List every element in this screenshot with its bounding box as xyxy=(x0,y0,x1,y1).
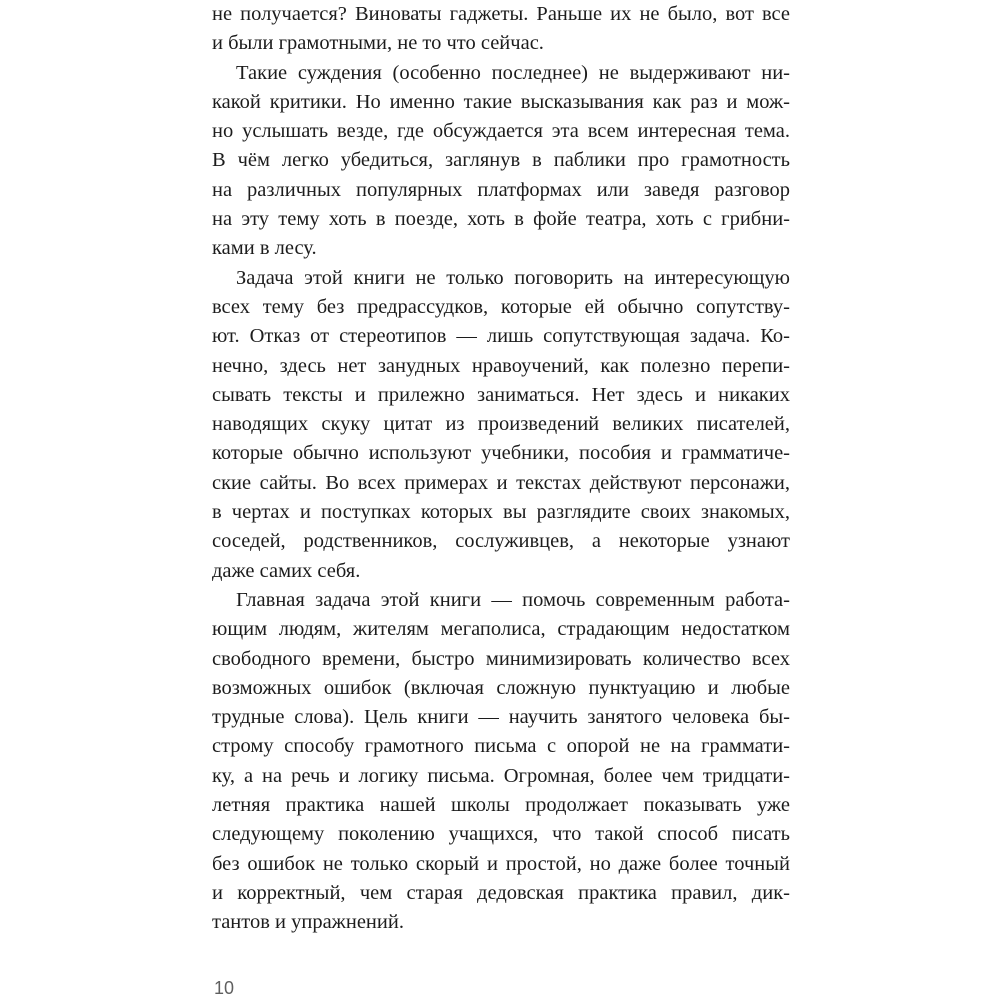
text-line: ские сайты. Во всех примерах и текстах действуют персонажи, xyxy=(212,471,790,494)
text-line: и корректный, чем старая дедовская практика правил, дик- xyxy=(212,881,790,904)
text-line: В чём легко убедиться, заглянув в паблики про грамотность xyxy=(212,149,790,172)
text-line: Задача этой книги не только поговорить на интересующую xyxy=(236,266,790,289)
text-line: на эту тему хоть в поезде, хоть в фойе театра, хоть с грибни- xyxy=(212,208,790,231)
text-line: какой критики. Но именно такие высказывания как раз и мож- xyxy=(212,90,790,113)
text-line: в чертах и поступках которых вы разглядите своих знакомых, xyxy=(212,501,790,524)
text-line: тантов и упражнений. xyxy=(212,911,404,934)
text-line: летняя практика нашей школы продолжает показывать уже xyxy=(212,794,790,817)
text-line: сывать тексты и прилежно заниматься. Нет здесь и никаких xyxy=(212,383,790,406)
text-line: даже самих себя. xyxy=(212,559,361,582)
text-line: следующему поколению учащихся, что такой способ писать xyxy=(212,823,790,846)
paragraph xyxy=(212,0,790,59)
paragraph xyxy=(212,586,790,938)
text-line: ку, а на речь и логику письма. Огромная, более чем тридцати- xyxy=(212,764,790,787)
text-line: наводящих скуку цитат из произведений великих писателей, xyxy=(212,413,790,436)
text-line: ют. Отказ от стереотипов — лишь сопутствующая задача. Ко- xyxy=(212,325,790,348)
text-line: не получается? Виноваты гаджеты. Раньше их не было, вот все xyxy=(212,3,790,25)
paragraph xyxy=(212,59,790,264)
text-line: на различных популярных платформах или заведя разговор xyxy=(212,178,790,201)
text-line: которые обычно используют учебники, пособия и грамматиче- xyxy=(212,442,790,465)
text-line: нечно, здесь нет занудных нравоучений, как полезно перепи- xyxy=(212,354,790,377)
text-line: но услышать везде, где обсуждается эта всем интересная тема. xyxy=(212,120,790,143)
text-line: без ошибок не только скорый и простой, но даже более точный xyxy=(212,852,790,875)
text-line: соседей, родственников, сослуживцев, а некоторые узнают xyxy=(212,530,790,553)
body-text xyxy=(212,0,790,938)
text-line: Такие суждения (особенно последнее) не выдерживают ни- xyxy=(236,61,790,84)
text-line: ками в лесу. xyxy=(212,237,317,260)
text-line: свободного времени, быстро минимизировать количество всех xyxy=(212,647,790,670)
paragraph xyxy=(212,264,790,586)
text-line: всех тему без предрассудков, которые ей обычно сопутству- xyxy=(212,295,790,318)
text-line: ющим людям, жителям мегаполиса, страдающим недостатком xyxy=(212,618,790,641)
text-line: и были грамотными, не то что сейчас. xyxy=(212,32,544,55)
text-line: трудные слова). Цель книги — научить занятого человека бы- xyxy=(212,706,790,729)
page-number: 10 xyxy=(214,978,235,998)
text-line: строму способу грамотного письма с опорой не на граммати- xyxy=(212,735,790,758)
text-line: Главная задача этой книги — помочь современным работа- xyxy=(236,588,790,611)
text-line: возможных ошибок (включая сложную пунктуацию и любые xyxy=(212,676,790,699)
